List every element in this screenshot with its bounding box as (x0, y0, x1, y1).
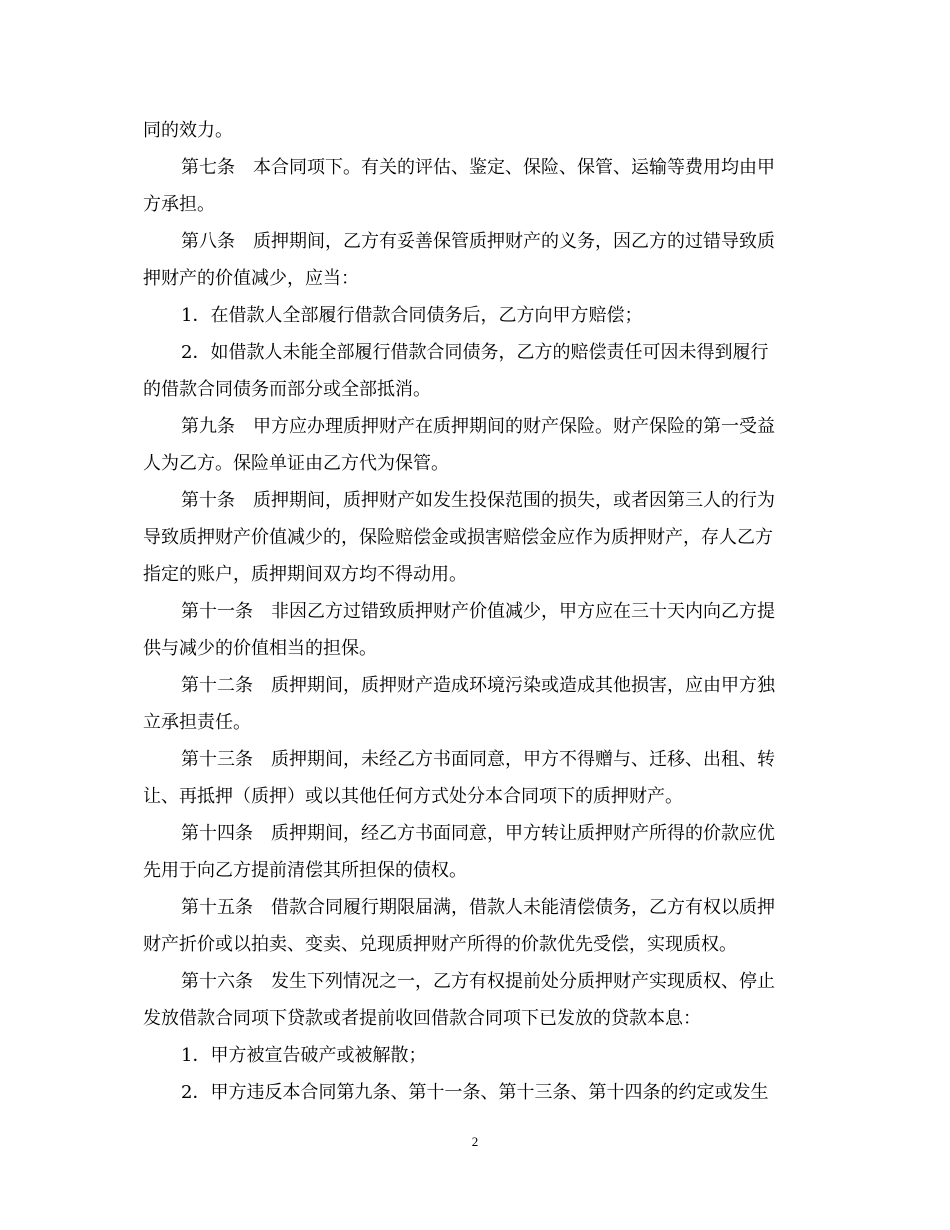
text-line: 人为乙方。保险单证由乙方代为保管。 (143, 453, 449, 474)
text-line: 第十条 质押期间，质押财产如发生投保范围的损失，或者因第三人的行为 (181, 490, 775, 511)
text-line: 的借款合同债务而部分或全部抵消。 (143, 379, 431, 400)
text-line: 供与减少的价值相当的担保。 (143, 638, 377, 659)
text-line: 第十二条 质押期间，质押财产造成环境污染或造成其他损害，应由甲方独 (181, 675, 775, 696)
page-number: 2 (471, 1134, 479, 1149)
text-line: 第十六条 发生下列情况之一，乙方有权提前处分质押财产实现质权、停止 (181, 971, 775, 992)
text-line: 1．甲方被宣告破产或被解散； (181, 1045, 427, 1066)
text-line: 导致质押财产价值减少的，保险赔偿金或损害赔偿金应作为质押财产，存人乙方 (143, 527, 773, 548)
text-line: 财产折价或以拍卖、变卖、兑现质押财产所得的价款优先受偿，实现质权。 (143, 934, 737, 955)
text-line: 第十一条 非因乙方过错致质押财产价值减少，甲方应在三十天内向乙方提 (181, 601, 775, 622)
text-line: 第八条 质押期间，乙方有妥善保管质押财产的义务，因乙方的过错导致质 (181, 231, 775, 252)
text-line: 方承担。 (143, 194, 215, 215)
text-line: 2．如借款人未能全部履行借款合同债务，乙方的赔偿责任可因未得到履行 (181, 342, 769, 363)
text-line: 第十三条 质押期间，未经乙方书面同意，甲方不得赠与、迁移、出租、转 (181, 749, 775, 770)
text-line: 2．甲方违反本合同第九条、第十一条、第十三条、第十四条的约定或发生 (181, 1082, 769, 1103)
text-line: 指定的账户，质押期间双方均不得动用。 (143, 564, 467, 585)
text-line: 第十四条 质押期间，经乙方书面同意，甲方转让质押财产所得的价款应优 (181, 823, 775, 844)
text-line: 先用于向乙方提前清偿其所担保的债权。 (143, 860, 467, 881)
text-line: 1．在借款人全部履行借款合同债务后，乙方向甲方赔偿； (181, 305, 643, 326)
text-line: 让、再抵押（质押）或以其他任何方式处分本合同项下的质押财产。 (143, 786, 683, 807)
text-line: 第七条 本合同项下。有关的评估、鉴定、保险、保管、运输等费用均由甲 (181, 157, 775, 178)
text-line: 立承担责任。 (143, 712, 251, 733)
text-line: 押财产的价值减少，应当： (143, 268, 359, 289)
text-line: 同的效力。 (143, 120, 233, 141)
text-line: 第十五条 借款合同履行期限届满，借款人未能清偿债务，乙方有权以质押 (181, 897, 775, 918)
text-line: 第九条 甲方应办理质押财产在质押期间的财产保险。财产保险的第一受益 (181, 416, 775, 437)
text-line: 发放借款合同项下贷款或者提前收回借款合同项下已发放的贷款本息： (143, 1008, 701, 1029)
document-body (143, 112, 803, 1111)
